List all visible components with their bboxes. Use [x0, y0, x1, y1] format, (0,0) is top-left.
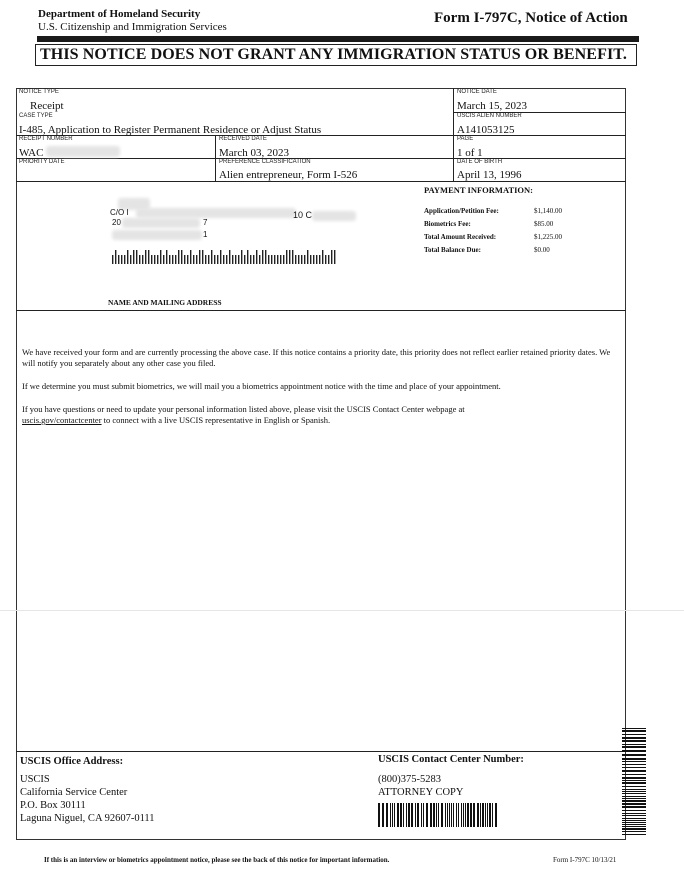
barcode-bar	[467, 803, 469, 827]
barcode-bar	[238, 255, 239, 264]
barcode-bar	[622, 740, 646, 742]
barcode-bar	[295, 255, 296, 264]
barcode-bar	[115, 250, 116, 264]
payment-row-label: Total Balance Due:	[424, 246, 481, 254]
grid-divider	[16, 158, 626, 159]
barcode-bar	[426, 803, 428, 827]
barcode-bar	[187, 255, 188, 264]
barcode-bar	[622, 777, 646, 779]
barcode-bar	[397, 803, 399, 827]
barcode-bar	[622, 761, 646, 762]
barcode-bar	[622, 800, 646, 802]
barcode-bar	[622, 758, 646, 760]
barcode-bar	[214, 255, 215, 264]
barcode-bar	[175, 255, 176, 264]
barcode-bar	[465, 803, 466, 827]
redaction	[46, 146, 120, 157]
barcode-bar	[289, 250, 290, 264]
barcode-bar	[430, 803, 432, 827]
preference-value: Alien entrepreneur, Form I-526	[219, 169, 358, 181]
barcode-bar	[394, 803, 395, 827]
barcode-bar	[319, 255, 320, 264]
barcode-bar	[166, 250, 167, 264]
barcode-bar	[298, 255, 299, 264]
notice-type-value: Receipt	[30, 100, 64, 112]
barcode-bar	[622, 746, 646, 748]
postal-barcode	[112, 250, 338, 264]
barcode-bar	[480, 803, 481, 827]
barcode-bar	[313, 255, 314, 264]
copy-type: ATTORNEY COPY	[378, 787, 464, 798]
alien-number-label: USCIS ALIEN NUMBER	[457, 113, 522, 119]
barcode-bar	[160, 250, 161, 264]
section-divider	[16, 310, 626, 311]
office-line: Laguna Niguel, CA 92607-0111	[20, 813, 155, 824]
barcode-bar	[223, 255, 224, 264]
barcode-bar	[316, 255, 317, 264]
notice-type-label: NOTICE TYPE	[19, 89, 59, 95]
received-date-value: March 03, 2023	[219, 147, 289, 159]
notice-date-label: NOTICE DATE	[457, 89, 497, 95]
barcode-bar	[622, 828, 646, 830]
barcode-bar	[286, 250, 287, 264]
barcode-bar	[229, 250, 230, 264]
preference-label: PREFERENCE CLASSIFICATION	[219, 159, 311, 165]
barcode-bar	[622, 791, 646, 792]
address-line-2: 20	[112, 218, 121, 227]
barcode-bar	[622, 737, 646, 739]
barcode-bar	[470, 803, 472, 827]
form-edition: Form I-797C 10/13/21	[553, 856, 617, 864]
contact-phone: (800)375-5283	[378, 774, 441, 785]
barcode-bar	[274, 255, 275, 264]
priority-date-label: PRIORITY DATE	[19, 159, 65, 165]
barcode-bar	[121, 255, 122, 264]
contact-center-link[interactable]: uscis.gov/contactcenter	[22, 415, 102, 425]
redaction	[312, 211, 356, 221]
barcode-bar	[622, 728, 646, 729]
barcode-bar	[226, 255, 227, 264]
office-line: California Service Center	[20, 787, 128, 798]
barcode-bar	[247, 250, 248, 264]
barcode-bar	[124, 255, 125, 264]
barcode-bar	[181, 250, 182, 264]
barcode-bar	[331, 250, 332, 264]
barcode-bar	[322, 250, 323, 264]
barcode-bar	[157, 255, 158, 264]
barcode-bar	[441, 803, 443, 827]
barcode-bar	[622, 754, 646, 756]
notice-date-value: March 15, 2023	[457, 100, 527, 112]
barcode-bar	[622, 824, 646, 825]
barcode-bar	[415, 803, 416, 827]
barcode-bar	[408, 803, 410, 827]
barcode-bar	[477, 803, 479, 827]
footer-divider	[16, 751, 626, 752]
barcode-bar	[184, 255, 185, 264]
barcode-bar	[268, 255, 269, 264]
barcode-bar	[145, 250, 146, 264]
barcode-bar	[392, 803, 393, 827]
barcode-bar	[622, 734, 646, 735]
barcode-bar	[244, 255, 245, 264]
barcode-bar	[283, 255, 284, 264]
barcode-bar	[622, 770, 646, 772]
payment-row-value: $1,140.00	[534, 207, 562, 215]
payment-row-label: Biometrics Fee:	[424, 220, 471, 228]
barcode-bar	[622, 798, 646, 799]
barcode-bar	[463, 803, 464, 827]
barcode-bar	[622, 789, 646, 790]
barcode-bar	[421, 803, 422, 827]
barcode-bar	[622, 803, 646, 805]
barcode-bar	[304, 255, 305, 264]
barcode-bar	[202, 250, 203, 264]
barcode-bar	[259, 255, 260, 264]
payment-title: PAYMENT INFORMATION:	[424, 185, 534, 195]
barcode-bar	[495, 803, 497, 827]
barcode-bar	[458, 803, 459, 827]
barcode-bar	[482, 803, 484, 827]
barcode-bar	[325, 255, 326, 264]
payment-row-label: Total Amount Received:	[424, 233, 497, 241]
barcode-bar	[378, 803, 380, 827]
barcode-bar	[262, 250, 263, 264]
barcode-bar	[622, 826, 646, 827]
header-bar	[37, 36, 639, 42]
address-line-3: 1	[203, 230, 208, 239]
barcode-bar	[447, 803, 448, 827]
barcode-bar	[489, 803, 491, 827]
barcode-bar	[190, 250, 191, 264]
barcode-bar	[205, 255, 206, 264]
barcode-bar	[196, 255, 197, 264]
dob-value: April 13, 1996	[457, 169, 522, 181]
barcode-bar	[250, 255, 251, 264]
barcode-bar	[461, 803, 462, 827]
barcode-bar	[310, 255, 311, 264]
barcode-bar	[301, 255, 302, 264]
payment-row-value: $0.00	[534, 246, 550, 254]
dob-label: DATE OF BIRTH	[457, 159, 503, 165]
payment-row-value: $85.00	[534, 220, 554, 228]
body-paragraph-3-end: to connect with a live USCIS representative in English or Spanish.	[101, 415, 331, 425]
redaction	[136, 208, 296, 218]
barcode-bar	[453, 803, 454, 827]
office-line: P.O. Box 30111	[20, 800, 86, 811]
barcode-bar	[622, 820, 646, 821]
barcode-bar	[438, 803, 439, 827]
payment-row-value: $1,225.00	[534, 233, 562, 241]
barcode-bar	[256, 250, 257, 264]
barcode-bar	[622, 810, 646, 811]
barcode-bar	[208, 255, 209, 264]
barcode-bar	[232, 255, 233, 264]
barcode-bar	[172, 255, 173, 264]
barcode-bar	[622, 806, 646, 808]
body-paragraph-3-start: If you have questions or need to update your personal information listed above, please visit the USCIS Contact Center webpage at	[22, 404, 465, 414]
barcode-bar	[473, 803, 475, 827]
barcode-bar	[386, 803, 388, 827]
barcode-bar	[622, 750, 646, 752]
receipt-number-value: WAC	[19, 147, 44, 159]
barcode-bar	[142, 255, 143, 264]
barcode-bar	[411, 803, 413, 827]
barcode-bar	[139, 255, 140, 264]
barcode-bar	[433, 803, 435, 827]
barcode-bar	[622, 764, 646, 765]
barcode-bar	[163, 255, 164, 264]
barcode-bar	[235, 255, 236, 264]
barcode-bar	[436, 803, 437, 827]
barcode-bar	[445, 803, 446, 827]
barcode-bar	[220, 250, 221, 264]
barcode-bar	[148, 250, 149, 264]
barcode-bar	[622, 818, 646, 819]
barcode-bar	[622, 813, 646, 814]
barcode-bar	[451, 803, 452, 827]
scan-artifact	[0, 610, 684, 611]
barcode-bar	[112, 255, 113, 264]
barcode-bar	[280, 255, 281, 264]
barcode-bar	[133, 250, 134, 264]
barcode-bar	[622, 822, 646, 823]
barcode-bar	[492, 803, 493, 827]
address-extra: 10 C	[293, 210, 313, 220]
barcode-bar	[400, 803, 402, 827]
body-paragraph-2: If we determine you must submit biometrics, we will mail you a biometrics appointment notice with the time and place of your appointment.	[22, 381, 501, 391]
barcode-bar	[253, 255, 254, 264]
form-title: Form I-797C, Notice of Action	[434, 10, 628, 26]
barcode-bar	[456, 803, 457, 827]
barcode-bar	[328, 255, 329, 264]
barcode-bar	[622, 782, 646, 784]
barcode-bar	[622, 793, 646, 794]
address-line-2-tail: 7	[203, 218, 208, 227]
address-line-1: C/O I	[110, 208, 129, 217]
barcode-bar	[199, 250, 200, 264]
barcode-bar	[390, 803, 391, 827]
side-barcode	[622, 728, 648, 838]
barcode-bar	[423, 803, 424, 827]
barcode-bar	[193, 255, 194, 264]
office-address-label: USCIS Office Address:	[20, 756, 124, 767]
barcode-bar	[151, 255, 152, 264]
office-line: USCIS	[20, 774, 50, 785]
barcode-bar	[622, 780, 646, 781]
page-value: 1 of 1	[457, 147, 483, 159]
department-name: Department of Homeland Security	[38, 8, 201, 20]
barcode-bar	[265, 250, 266, 264]
barcode-bar	[485, 803, 486, 827]
barcode-bar	[127, 250, 128, 264]
barcode-bar	[622, 815, 646, 816]
barcode-bar	[178, 250, 179, 264]
receipt-number-label: RECEIPT NUMBER	[19, 136, 73, 142]
barcode-bar	[417, 803, 419, 827]
barcode-bar	[622, 730, 646, 732]
case-type-value: I-485, Application to Register Permanent Residence or Adjust Status	[19, 124, 322, 136]
barcode-bar	[118, 255, 119, 264]
payment-row-label: Application/Petition Fee:	[424, 207, 499, 215]
barcode-bar	[136, 250, 137, 264]
barcode-bar	[487, 803, 488, 827]
barcode-bar	[406, 803, 407, 827]
barcode-bar	[622, 831, 646, 832]
received-date-label: RECEIVED DATE	[219, 136, 267, 142]
body-paragraph-1: We have received your form and are currently processing the above case. If this notice contains a priority date, this priority does not reflect earlier retained priority dates. We will notify you separately about any other case you filed.	[22, 347, 611, 368]
barcode-bar	[154, 255, 155, 264]
agency-name: U.S. Citizenship and Immigration Services	[38, 21, 227, 33]
barcode-bar	[307, 250, 308, 264]
barcode-bar	[277, 255, 278, 264]
barcode-bar	[382, 803, 384, 827]
barcode-bar	[622, 774, 646, 775]
case-type-label: CASE TYPE	[19, 113, 53, 119]
alien-number-value: A141053125	[457, 124, 515, 136]
barcode-bar	[169, 255, 170, 264]
barcode-bar	[130, 255, 131, 264]
barcode-bar	[403, 803, 404, 827]
bottom-note: If this is an interview or biometrics appointment notice, please see the back of this notice for important information.	[44, 856, 390, 864]
body-paragraph-3	[22, 404, 620, 426]
barcode-bar	[622, 834, 646, 835]
receipt-barcode	[378, 803, 500, 827]
barcode-bar	[449, 803, 450, 827]
disclaimer: THIS NOTICE DOES NOT GRANT ANY IMMIGRATION STATUS OR BENEFIT.	[40, 46, 627, 63]
notice-box	[16, 88, 626, 840]
redaction	[122, 218, 200, 228]
barcode-bar	[622, 744, 646, 745]
redaction	[112, 230, 202, 240]
mailing-address-label: NAME AND MAILING ADDRESS	[108, 298, 222, 307]
barcode-bar	[211, 250, 212, 264]
barcode-bar	[271, 255, 272, 264]
barcode-bar	[622, 796, 646, 797]
contact-center-label: USCIS Contact Center Number:	[378, 754, 524, 765]
barcode-bar	[217, 255, 218, 264]
barcode-bar	[241, 250, 242, 264]
barcode-bar	[622, 786, 646, 787]
barcode-bar	[292, 250, 293, 264]
barcode-bar	[622, 767, 646, 768]
page-label: PAGE	[457, 136, 474, 142]
grid-divider	[16, 181, 626, 182]
barcode-bar	[334, 250, 335, 264]
